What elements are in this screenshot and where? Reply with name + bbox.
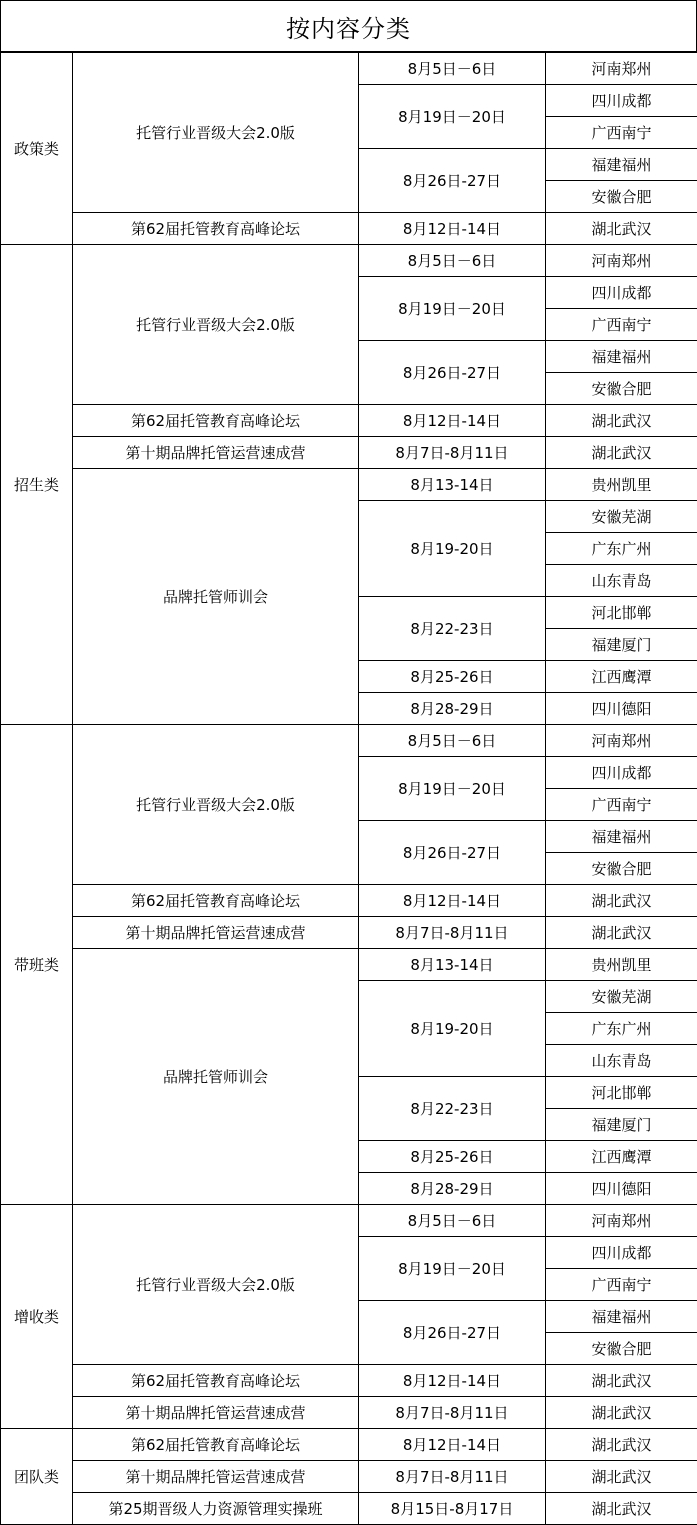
location-cell: 四川成都: [546, 277, 697, 309]
event-name-cell: 第62届托管教育高峰论坛: [73, 213, 359, 245]
table-row: [1, 885, 697, 917]
location-cell: 福建厦门: [546, 1109, 697, 1141]
event-name-cell: 第十期品牌托管运营速成营: [73, 917, 359, 949]
table-row: [1, 917, 697, 949]
date-cell: 8月5日－6日: [359, 1205, 546, 1237]
table-row: [1, 725, 697, 757]
table-row: [1, 1397, 697, 1429]
location-cell: 河南郑州: [546, 1205, 697, 1237]
table-row: [1, 245, 697, 277]
location-cell: 湖北武汉: [546, 405, 697, 437]
date-cell: 8月5日－6日: [359, 725, 546, 757]
location-cell: 湖北武汉: [546, 1493, 697, 1525]
date-cell: 8月26日-27日: [359, 341, 546, 405]
event-name-cell: 第62届托管教育高峰论坛: [73, 405, 359, 437]
location-cell: 四川德阳: [546, 693, 697, 725]
date-cell: 8月19日－20日: [359, 277, 546, 341]
table-row: [1, 1493, 697, 1525]
event-name-cell: 第十期品牌托管运营速成营: [73, 1397, 359, 1429]
location-cell: 贵州凯里: [546, 469, 697, 501]
date-cell: 8月15日-8月17日: [359, 1493, 546, 1525]
location-cell: 福建福州: [546, 821, 697, 853]
date-cell: 8月13-14日: [359, 469, 546, 501]
table-row: [1, 1429, 697, 1461]
location-cell: 四川成都: [546, 757, 697, 789]
date-cell: 8月5日－6日: [359, 53, 546, 85]
date-cell: 8月26日-27日: [359, 821, 546, 885]
location-cell: 福建厦门: [546, 629, 697, 661]
location-cell: 湖北武汉: [546, 437, 697, 469]
date-cell: 8月28-29日: [359, 693, 546, 725]
location-cell: 河南郑州: [546, 53, 697, 85]
table-row: [1, 405, 697, 437]
table-row: [1, 469, 697, 501]
location-cell: 广西南宁: [546, 309, 697, 341]
event-name-cell: 托管行业晋级大会2.0版: [73, 1205, 359, 1365]
location-cell: 福建福州: [546, 149, 697, 181]
date-cell: 8月19-20日: [359, 981, 546, 1077]
schedule-table: [0, 52, 697, 1525]
table-row: [1, 1365, 697, 1397]
date-cell: 8月12日-14日: [359, 1365, 546, 1397]
location-cell: 贵州凯里: [546, 949, 697, 981]
event-name-cell: 托管行业晋级大会2.0版: [73, 53, 359, 213]
category-cell: 政策类: [1, 53, 73, 245]
date-cell: 8月26日-27日: [359, 149, 546, 213]
location-cell: 江西鹰潭: [546, 1141, 697, 1173]
table-row: [1, 53, 697, 85]
date-cell: 8月7日-8月11日: [359, 917, 546, 949]
location-cell: 河南郑州: [546, 725, 697, 757]
location-cell: 湖北武汉: [546, 213, 697, 245]
date-cell: 8月19日－20日: [359, 85, 546, 149]
table-row: [1, 213, 697, 245]
date-cell: 8月13-14日: [359, 949, 546, 981]
location-cell: 安徽合肥: [546, 373, 697, 405]
location-cell: 广西南宁: [546, 117, 697, 149]
category-cell: 带班类: [1, 725, 73, 1205]
date-cell: 8月19日－20日: [359, 757, 546, 821]
location-cell: 安徽合肥: [546, 1333, 697, 1365]
location-cell: 湖北武汉: [546, 917, 697, 949]
location-cell: 广东广州: [546, 533, 697, 565]
date-cell: 8月12日-14日: [359, 405, 546, 437]
date-cell: 8月7日-8月11日: [359, 1461, 546, 1493]
location-cell: 山东青岛: [546, 565, 697, 597]
event-name-cell: 品牌托管师训会: [73, 949, 359, 1205]
category-cell: 团队类: [1, 1429, 73, 1525]
date-cell: 8月26日-27日: [359, 1301, 546, 1365]
date-cell: 8月12日-14日: [359, 1429, 546, 1461]
date-cell: 8月19日－20日: [359, 1237, 546, 1301]
event-name-cell: 第62届托管教育高峰论坛: [73, 885, 359, 917]
location-cell: 湖北武汉: [546, 885, 697, 917]
table-row: [1, 1205, 697, 1237]
page-title: 按内容分类: [0, 0, 697, 52]
location-cell: 江西鹰潭: [546, 661, 697, 693]
table-row: [1, 949, 697, 981]
location-cell: 四川德阳: [546, 1173, 697, 1205]
event-name-cell: 第25期晋级人力资源管理实操班: [73, 1493, 359, 1525]
location-cell: 湖北武汉: [546, 1365, 697, 1397]
date-cell: 8月25-26日: [359, 661, 546, 693]
date-cell: 8月22-23日: [359, 597, 546, 661]
table-row: [1, 1461, 697, 1493]
location-cell: 广西南宁: [546, 1269, 697, 1301]
location-cell: 四川成都: [546, 1237, 697, 1269]
date-cell: 8月12日-14日: [359, 885, 546, 917]
event-name-cell: 第62届托管教育高峰论坛: [73, 1365, 359, 1397]
date-cell: 8月28-29日: [359, 1173, 546, 1205]
location-cell: 河南郑州: [546, 245, 697, 277]
event-name-cell: 品牌托管师训会: [73, 469, 359, 725]
location-cell: 四川成都: [546, 85, 697, 117]
location-cell: 山东青岛: [546, 1045, 697, 1077]
date-cell: 8月25-26日: [359, 1141, 546, 1173]
event-name-cell: 托管行业晋级大会2.0版: [73, 725, 359, 885]
date-cell: 8月19-20日: [359, 501, 546, 597]
date-cell: 8月5日－6日: [359, 245, 546, 277]
date-cell: 8月12日-14日: [359, 213, 546, 245]
event-name-cell: 托管行业晋级大会2.0版: [73, 245, 359, 405]
location-cell: 河北邯郸: [546, 597, 697, 629]
category-cell: 增收类: [1, 1205, 73, 1429]
category-cell: 招生类: [1, 245, 73, 725]
location-cell: 安徽芜湖: [546, 501, 697, 533]
location-cell: 安徽芜湖: [546, 981, 697, 1013]
location-cell: 安徽合肥: [546, 853, 697, 885]
date-cell: 8月7日-8月11日: [359, 437, 546, 469]
event-name-cell: 第十期品牌托管运营速成营: [73, 437, 359, 469]
location-cell: 广西南宁: [546, 789, 697, 821]
location-cell: 福建福州: [546, 341, 697, 373]
location-cell: 河北邯郸: [546, 1077, 697, 1109]
event-name-cell: 第十期品牌托管运营速成营: [73, 1461, 359, 1493]
location-cell: 湖北武汉: [546, 1397, 697, 1429]
location-cell: 安徽合肥: [546, 181, 697, 213]
table-row: [1, 437, 697, 469]
date-cell: 8月22-23日: [359, 1077, 546, 1141]
location-cell: 广东广州: [546, 1013, 697, 1045]
location-cell: 福建福州: [546, 1301, 697, 1333]
location-cell: 湖北武汉: [546, 1461, 697, 1493]
date-cell: 8月7日-8月11日: [359, 1397, 546, 1429]
event-name-cell: 第62届托管教育高峰论坛: [73, 1429, 359, 1461]
location-cell: 湖北武汉: [546, 1429, 697, 1461]
